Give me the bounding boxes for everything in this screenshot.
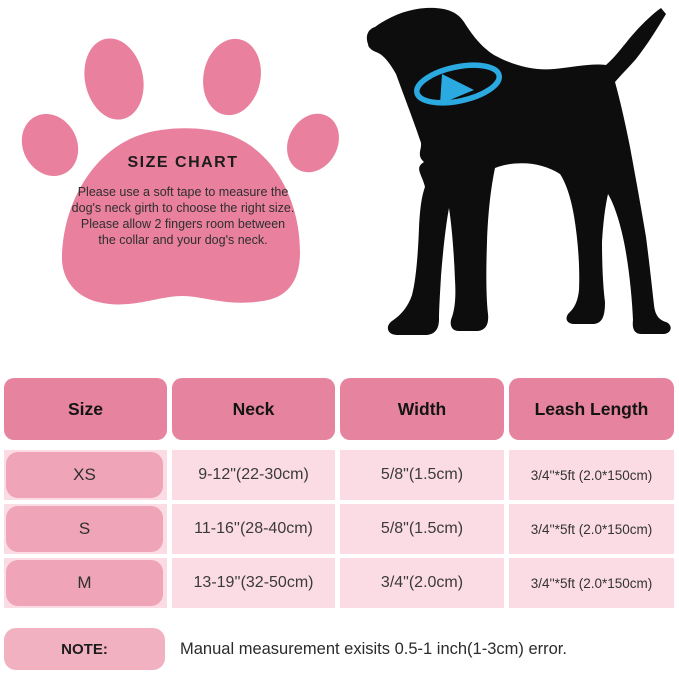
leash-cell: 3/4''*5ft (2.0*150cm) <box>509 558 674 608</box>
instruction-line: Please use a soft tape to measure the <box>77 185 289 199</box>
note-text: Manual measurement exisits 0.5-1 inch(1-3cm) error. <box>180 639 567 658</box>
instruction-line: dog's neck girth to choose the right size. <box>71 201 295 215</box>
column-header-leash-length: Leash Length <box>509 378 674 440</box>
column-header-size: Size <box>4 378 167 440</box>
leash-cell: 3/4''*5ft (2.0*150cm) <box>509 450 674 500</box>
width-cell: 5/8"(1.5cm) <box>340 504 504 554</box>
size-cell-m: M <box>6 560 163 606</box>
dog-silhouette-shape <box>358 2 679 348</box>
instruction-line: the collar and your dog's neck. <box>98 233 268 247</box>
width-cell: 5/8"(1.5cm) <box>340 450 504 500</box>
dog-silhouette-icon <box>358 2 679 348</box>
paw-print-icon <box>8 8 353 338</box>
size-chart-title: SIZE CHART <box>127 154 239 171</box>
column-header-neck: Neck <box>172 378 335 440</box>
column-header-width: Width <box>340 378 504 440</box>
size-cell-xs: XS <box>6 452 163 498</box>
size-chart-instructions <box>60 184 306 248</box>
size-cell-s: S <box>6 506 163 552</box>
instruction-line: Please allow 2 fingers room between <box>80 217 286 231</box>
note-badge: NOTE: <box>4 628 165 670</box>
neck-cell: 13-19''(32-50cm) <box>172 558 335 608</box>
neck-cell: 9-12"(22-30cm) <box>172 450 335 500</box>
width-cell: 3/4"(2.0cm) <box>340 558 504 608</box>
neck-cell: 11-16''(28-40cm) <box>172 504 335 554</box>
size-chart-card <box>60 154 306 248</box>
leash-cell: 3/4''*5ft (2.0*150cm) <box>509 504 674 554</box>
